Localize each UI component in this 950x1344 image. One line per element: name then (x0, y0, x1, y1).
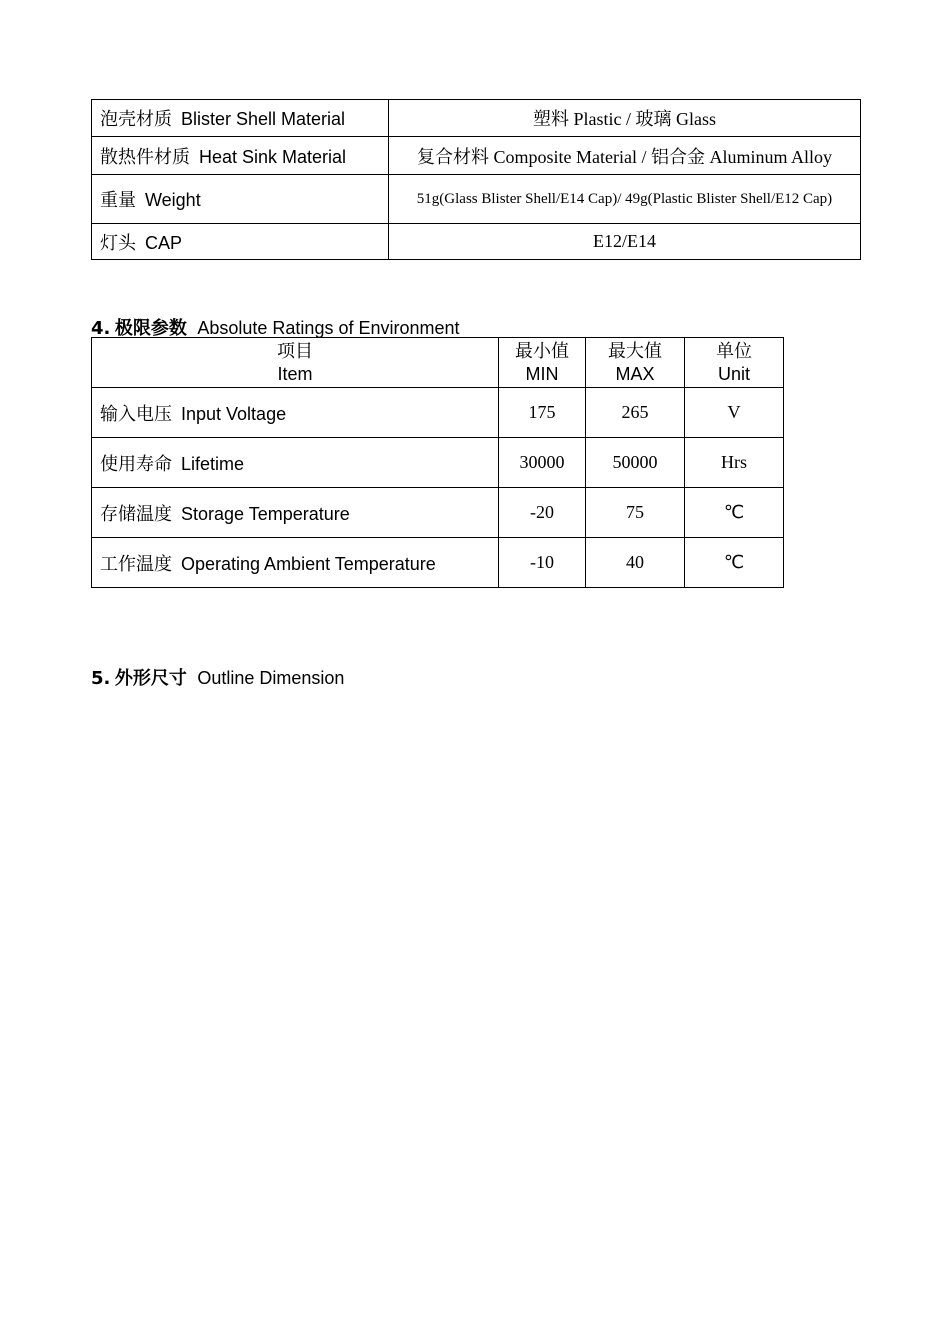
section-title-cn: 极限参数 (114, 318, 187, 339)
unit-cell: V (685, 388, 784, 438)
material-label-cell (92, 137, 389, 175)
label-cn: 灯头 (100, 232, 136, 254)
header-cn: 单位 (716, 340, 752, 362)
unit-cell: Hrs (685, 438, 784, 488)
section-5-title (91, 664, 344, 690)
header-cell-unit (685, 338, 784, 388)
table-row (92, 137, 861, 175)
param-en: Input Voltage (181, 403, 287, 424)
section-title-en: Absolute Ratings of Environment (197, 318, 460, 338)
section-number: 4. (91, 318, 111, 339)
material-label-cell (92, 175, 389, 224)
header-en: MAX (615, 363, 655, 384)
table-row (92, 388, 784, 438)
param-cn: 使用寿命 (100, 453, 172, 475)
min-cell: -10 (499, 538, 586, 588)
label-en: Blister Shell Material (181, 109, 346, 129)
label-cn: 重量 (100, 190, 136, 211)
max-cell: 40 (586, 538, 685, 588)
header-cn: 最小值 (515, 340, 569, 362)
header-cell-item (92, 338, 499, 388)
label-en: CAP (145, 232, 183, 253)
table-row (92, 175, 861, 224)
header-cell-max (586, 338, 685, 388)
table-row (92, 438, 784, 488)
table-row (92, 224, 861, 260)
table-row (92, 538, 784, 588)
param-cell (92, 538, 499, 588)
material-table (91, 99, 861, 260)
max-cell: 75 (586, 488, 685, 538)
material-value-cell: E12/E14 (389, 224, 861, 260)
param-en: Storage Temperature (181, 503, 350, 524)
header-cn: 最大值 (608, 340, 662, 362)
max-cell: 50000 (586, 438, 685, 488)
header-cn: 项目 (277, 340, 313, 362)
min-cell: -20 (499, 488, 586, 538)
min-cell: 175 (499, 388, 586, 438)
label-en: Weight (145, 190, 201, 210)
section-number: 5. (91, 668, 111, 689)
table-row (92, 488, 784, 538)
material-label-cell (92, 100, 389, 137)
label-en: Heat Sink Material (199, 146, 347, 167)
material-value-cell: 复合材料 Composite Material / 铝合金 Aluminum Alloy (389, 137, 861, 175)
param-cell (92, 488, 499, 538)
table-header-row (92, 338, 784, 388)
param-cn: 工作温度 (100, 553, 172, 575)
header-en: Unit (717, 363, 750, 384)
min-cell: 30000 (499, 438, 586, 488)
material-value-cell: 51g(Glass Blister Shell/E14 Cap)/ 49g(Plastic Blister Shell/E12 Cap) (389, 175, 861, 224)
material-value-cell: 塑料 Plastic / 玻璃 Glass (389, 100, 861, 137)
param-en: Lifetime (181, 453, 245, 474)
param-cell (92, 438, 499, 488)
section-title-en: Outline Dimension (197, 668, 345, 688)
param-cn: 存储温度 (100, 503, 172, 525)
table-row (92, 100, 861, 137)
label-cn: 散热件材质 (100, 146, 190, 168)
header-en: Item (277, 363, 313, 384)
param-cn: 输入电压 (100, 403, 172, 425)
header-cell-min (499, 338, 586, 388)
ratings-table (91, 337, 784, 588)
param-en: Operating Ambient Temperature (181, 553, 436, 574)
header-en: MIN (525, 363, 559, 384)
material-label-cell (92, 224, 389, 260)
max-cell: 265 (586, 388, 685, 438)
label-cn: 泡壳材质 (100, 109, 172, 130)
param-cell (92, 388, 499, 438)
unit-cell: ℃ (685, 538, 784, 588)
unit-cell: ℃ (685, 488, 784, 538)
section-title-cn: 外形尺寸 (114, 668, 187, 689)
